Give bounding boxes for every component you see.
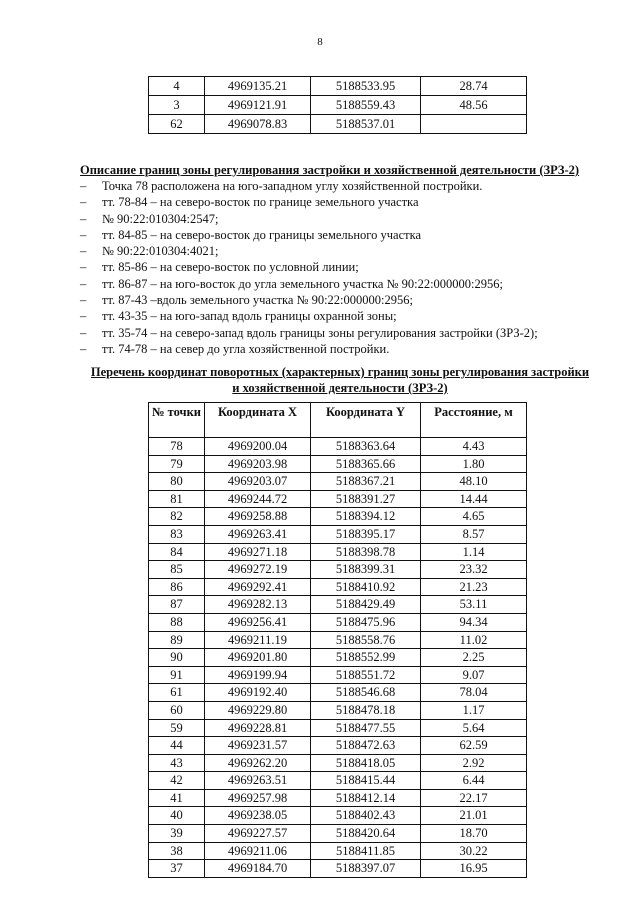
description-item (80, 276, 600, 292)
description-item-text: тт. 86-87 – на юго-восток до угла земельного участка № 90:22:000000:2956; (102, 276, 503, 291)
cell-point-number: 43 (149, 754, 205, 772)
cell-point-number: 89 (149, 631, 205, 649)
cell-coordinate-x: 4969199.94 (205, 666, 311, 684)
cell-coordinate-y: 5188398.78 (311, 543, 421, 561)
coordinates-table-row (149, 842, 527, 860)
cell-coordinate-y: 5188415.44 (311, 772, 421, 790)
cell-coordinate-x: 4969244.72 (205, 490, 311, 508)
cell-point-number: 88 (149, 613, 205, 631)
description-item-text: тт. 35-74 – на северо-запад вдоль границы зоны регулирования застройки (ЗРЗ-2); (102, 325, 538, 340)
top-table-row (149, 115, 527, 134)
coordinates-table-row (149, 525, 527, 543)
cell-point-number: 90 (149, 649, 205, 667)
description-item (80, 194, 600, 210)
cell-coordinate-y: 5188363.64 (311, 438, 421, 456)
cell-distance: 53.11 (421, 596, 527, 614)
cell-distance: 16.95 (421, 860, 527, 878)
cell-point-number: 37 (149, 860, 205, 878)
cell-point-number: 84 (149, 543, 205, 561)
description-item (80, 308, 600, 324)
cell-distance: 1.17 (421, 701, 527, 719)
description-item (80, 211, 600, 227)
cell-distance: 4.43 (421, 438, 527, 456)
coordinates-table-row (149, 543, 527, 561)
cell-distance: 21.01 (421, 807, 527, 825)
cell-coordinate-x: 4969282.13 (205, 596, 311, 614)
cell-coordinate-y: 5188477.55 (311, 719, 421, 737)
cell-coordinate-x: 4969263.51 (205, 772, 311, 790)
cell-coordinate-x: 4969231.57 (205, 737, 311, 755)
cell-coordinate-y: 5188429.49 (311, 596, 421, 614)
cell-distance: 23.32 (421, 561, 527, 579)
description-item-text: тт. 43-35 – на юго-запад вдоль границы охранной зоны; (102, 309, 397, 324)
cell-distance: 9.07 (421, 666, 527, 684)
cell-point-number: 82 (149, 508, 205, 526)
cell-point-number: 40 (149, 807, 205, 825)
cell-coordinate-y: 5188410.92 (311, 578, 421, 596)
coordinates-table-row (149, 754, 527, 772)
cell-coordinate-y: 5188551.72 (311, 666, 421, 684)
cell-coordinate-x: 4969078.83 (205, 115, 311, 134)
cell-coordinate-y: 5188558.76 (311, 631, 421, 649)
cell-coordinate-y: 5188399.31 (311, 561, 421, 579)
coordinates-table-row (149, 772, 527, 790)
dash-marker: – (80, 325, 87, 340)
description-title: Описание границ зоны регулирования застройки и хозяйственной деятельности (ЗРЗ-2) (80, 163, 580, 177)
coordinates-table-row (149, 473, 527, 491)
cell-point-number: 87 (149, 596, 205, 614)
cell-point-number: 79 (149, 455, 205, 473)
cell-coordinate-x: 4969121.91 (205, 96, 311, 115)
cell-coordinate-x: 4969201.80 (205, 649, 311, 667)
description-item-text: тт. 74-78 – на север до угла хозяйственной постройки. (102, 341, 390, 356)
cell-coordinate-y: 5188546.68 (311, 684, 421, 702)
cell-point-number: 59 (149, 719, 205, 737)
cell-distance: 1.14 (421, 543, 527, 561)
coordinates-table-row (149, 860, 527, 878)
cell-coordinate-y: 5188472.63 (311, 737, 421, 755)
cell-coordinate-y: 5188394.12 (311, 508, 421, 526)
description-item (80, 292, 600, 308)
cell-distance: 5.64 (421, 719, 527, 737)
cell-point-number: 80 (149, 473, 205, 491)
top-table-row (149, 77, 527, 96)
coordinates-table-header-row (149, 403, 527, 438)
page-number: 8 (317, 36, 323, 48)
cell-coordinate-y: 5188537.01 (311, 115, 421, 134)
coordinates-table (148, 402, 527, 878)
cell-point-number: 4 (149, 77, 205, 96)
description-item-text: Точка 78 расположена на юго-западном углу хозяйственной постройки. (102, 179, 483, 193)
cell-distance: 8.57 (421, 525, 527, 543)
dash-marker: – (80, 260, 87, 275)
cell-distance (421, 115, 527, 134)
header-point-number: № точки (149, 403, 205, 438)
coordinates-table-row (149, 561, 527, 579)
coordinates-table-row (149, 789, 527, 807)
cell-coordinate-x: 4969203.07 (205, 473, 311, 491)
description-item (80, 259, 600, 275)
cell-point-number: 3 (149, 96, 205, 115)
cell-distance: 1.80 (421, 455, 527, 473)
coordinates-table-row (149, 701, 527, 719)
coordinates-table-row (149, 578, 527, 596)
coordinates-table-row (149, 508, 527, 526)
cell-point-number: 42 (149, 772, 205, 790)
coordinates-title-line-1: Перечень координат поворотных (характерных) границ зоны регулирования застройки (90, 365, 590, 379)
dash-marker: – (80, 179, 87, 193)
description-item-text: тт. 85-86 – на северо-восток по условной линии; (102, 260, 359, 275)
cell-coordinate-x: 4969227.57 (205, 825, 311, 843)
cell-coordinate-y: 5188365.66 (311, 455, 421, 473)
coordinates-table-row (149, 438, 527, 456)
cell-distance: 21.23 (421, 578, 527, 596)
description-item (80, 227, 600, 243)
cell-distance: 6.44 (421, 772, 527, 790)
coordinates-table-row (149, 455, 527, 473)
description-item-text: тт. 78-84 – на северо-восток по границе земельного участка (102, 195, 419, 210)
cell-coordinate-x: 4969192.40 (205, 684, 311, 702)
cell-coordinate-y: 5188418.05 (311, 754, 421, 772)
cell-coordinate-x: 4969200.04 (205, 438, 311, 456)
cell-coordinate-y: 5188397.07 (311, 860, 421, 878)
cell-coordinate-x: 4969135.21 (205, 77, 311, 96)
cell-distance: 18.70 (421, 825, 527, 843)
dash-marker: – (80, 341, 87, 356)
top-table-row (149, 96, 527, 115)
cell-distance: 22.17 (421, 789, 527, 807)
header-coordinate-y: Координата Y (311, 403, 421, 438)
cell-point-number: 60 (149, 701, 205, 719)
description-item (80, 243, 600, 259)
cell-distance: 2.92 (421, 754, 527, 772)
coordinates-table-row (149, 807, 527, 825)
description-list (80, 178, 600, 357)
cell-point-number: 83 (149, 525, 205, 543)
coordinates-table-row (149, 825, 527, 843)
cell-point-number: 61 (149, 684, 205, 702)
cell-coordinate-x: 4969211.06 (205, 842, 311, 860)
cell-distance: 78.04 (421, 684, 527, 702)
dash-marker: – (80, 227, 87, 242)
cell-coordinate-y: 5188367.21 (311, 473, 421, 491)
header-coordinate-x: Координата X (205, 403, 311, 438)
coordinates-table-row (149, 649, 527, 667)
cell-point-number: 86 (149, 578, 205, 596)
cell-distance: 28.74 (421, 77, 527, 96)
cell-coordinate-x: 4969272.19 (205, 561, 311, 579)
cell-coordinate-x: 4969238.05 (205, 807, 311, 825)
cell-distance: 30.22 (421, 842, 527, 860)
dash-marker: – (80, 195, 87, 210)
cell-coordinate-x: 4969228.81 (205, 719, 311, 737)
description-item-text: тт. 84-85 – на северо-восток до границы земельного участка (102, 227, 422, 242)
coordinates-list-title (80, 364, 600, 396)
coordinates-table-row (149, 490, 527, 508)
cell-distance: 14.44 (421, 490, 527, 508)
cell-coordinate-x: 4969184.70 (205, 860, 311, 878)
cell-coordinate-x: 4969257.98 (205, 789, 311, 807)
description-item-text: тт. 87-43 –вдоль земельного участка № 90:22:000000:2956; (102, 293, 413, 308)
cell-coordinate-y: 5188420.64 (311, 825, 421, 843)
cell-coordinate-y: 5188552.99 (311, 649, 421, 667)
cell-distance: 2.25 (421, 649, 527, 667)
coordinates-table-row (149, 684, 527, 702)
cell-distance: 11.02 (421, 631, 527, 649)
cell-coordinate-x: 4969258.88 (205, 508, 311, 526)
dash-marker: – (80, 244, 87, 259)
cell-coordinate-y: 5188533.95 (311, 77, 421, 96)
cell-coordinate-x: 4969263.41 (205, 525, 311, 543)
cell-distance: 4.65 (421, 508, 527, 526)
cell-point-number: 62 (149, 115, 205, 134)
cell-distance: 48.56 (421, 96, 527, 115)
cell-point-number: 81 (149, 490, 205, 508)
dash-marker: – (80, 276, 87, 291)
cell-coordinate-x: 4969203.98 (205, 455, 311, 473)
cell-point-number: 41 (149, 789, 205, 807)
cell-coordinate-y: 5188475.96 (311, 613, 421, 631)
coordinates-table-row (149, 631, 527, 649)
cell-point-number: 44 (149, 737, 205, 755)
dash-marker: – (80, 293, 87, 308)
cell-coordinate-x: 4969292.41 (205, 578, 311, 596)
description-item (80, 325, 600, 341)
cell-coordinate-y: 5188412.14 (311, 789, 421, 807)
cell-point-number: 78 (149, 438, 205, 456)
header-distance: Расстояние, м (421, 403, 527, 438)
cell-coordinate-y: 5188395.17 (311, 525, 421, 543)
coordinates-table-row (149, 596, 527, 614)
coordinates-table-row (149, 666, 527, 684)
coordinates-table-row (149, 719, 527, 737)
cell-distance: 94.34 (421, 613, 527, 631)
cell-coordinate-y: 5188402.43 (311, 807, 421, 825)
cell-point-number: 38 (149, 842, 205, 860)
cell-coordinate-y: 5188559.43 (311, 96, 421, 115)
cell-point-number: 91 (149, 666, 205, 684)
cell-coordinate-y: 5188411.85 (311, 842, 421, 860)
dash-marker: – (80, 309, 87, 324)
description-item-text: № 90:22:010304:4021; (102, 244, 219, 259)
description-item-text: № 90:22:010304:2547; (102, 211, 219, 226)
cell-distance: 48.10 (421, 473, 527, 491)
description-item (80, 341, 600, 357)
cell-coordinate-x: 4969262.20 (205, 754, 311, 772)
cell-point-number: 39 (149, 825, 205, 843)
cell-coordinate-x: 4969256.41 (205, 613, 311, 631)
top-coordinates-table (148, 76, 527, 134)
cell-coordinate-y: 5188391.27 (311, 490, 421, 508)
coordinates-title-line-2: и хозяйственной деятельности (ЗРЗ-2) (232, 381, 448, 395)
description-item (80, 178, 600, 194)
cell-distance: 62.59 (421, 737, 527, 755)
cell-coordinate-y: 5188478.18 (311, 701, 421, 719)
cell-coordinate-x: 4969229.80 (205, 701, 311, 719)
dash-marker: – (80, 211, 87, 226)
cell-coordinate-x: 4969271.18 (205, 543, 311, 561)
cell-point-number: 85 (149, 561, 205, 579)
coordinates-table-row (149, 737, 527, 755)
cell-coordinate-x: 4969211.19 (205, 631, 311, 649)
coordinates-table-row (149, 613, 527, 631)
